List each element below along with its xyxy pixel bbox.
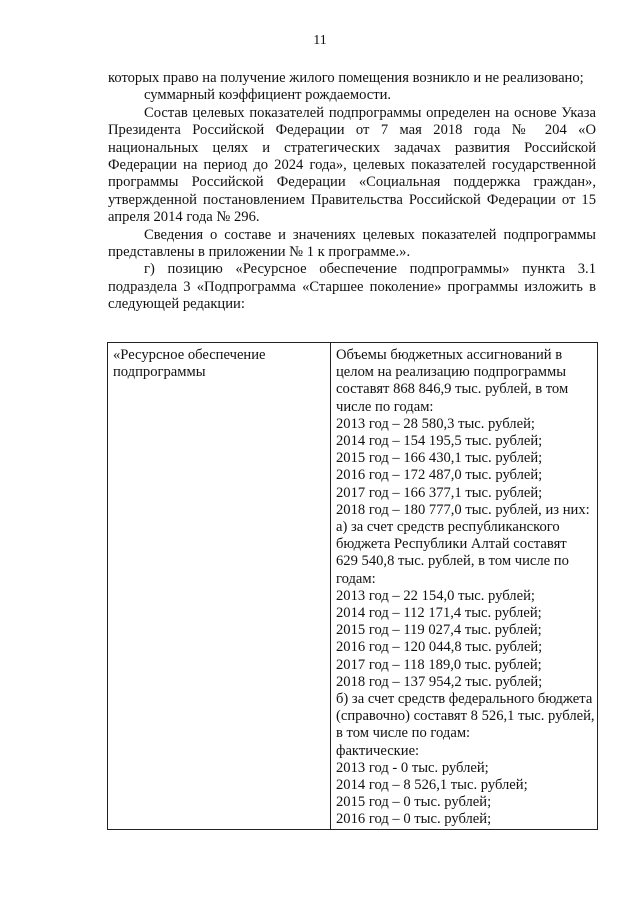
cell-line: «Ресурсное обеспечение (113, 347, 266, 363)
cell-line: в том числе по годам: (336, 725, 471, 742)
paragraph: г) позицию «Ресурсное обеспечение подпрограммы» пункта 3.1 подраздела 3 «Подпрограмма «Старшее поколение» программы изложить в следующей редакции: (108, 261, 596, 313)
cell-line: 2014 год – 112 171,4 тыс. рублей; (336, 605, 542, 622)
cell-line: фактические: (336, 742, 420, 759)
cell-line: 2013 год – 28 580,3 тыс. рублей; (336, 415, 535, 432)
cell-line: Объемы бюджетных ассигнований в (336, 347, 563, 363)
table-row (108, 343, 598, 830)
cell-line: 629 540,8 тыс. рублей, в том числе по (336, 553, 569, 570)
resource-table (107, 342, 598, 830)
cell-line: 2013 год - 0 тыс. рублей; (336, 759, 489, 776)
cell-line: б) за счет средств федерального бюджета (336, 691, 593, 708)
cell-line: 2014 год – 8 526,1 тыс. рублей; (336, 777, 528, 794)
paragraph: которых право на получение жилого помещения возникло и не реализовано; (108, 70, 584, 86)
cell-line: 2017 год – 118 189,0 тыс. рублей; (336, 656, 542, 673)
cell-line: 2016 год – 0 тыс. рублей; (336, 811, 492, 828)
paragraph: Сведения о составе и значениях целевых показателей подпрограммы представлены в приложении № 1 к программе.». (108, 226, 596, 261)
cell-line: бюджета Республики Алтай составят (336, 536, 567, 553)
cell-line: 2017 год – 166 377,1 тыс. рублей; (336, 484, 543, 501)
body-text (108, 70, 596, 314)
cell-line: годам: (336, 570, 376, 587)
cell-line: целом на реализацию подпрограммы (336, 364, 567, 381)
cell-line: составят 868 846,9 тыс. рублей, в том (336, 381, 569, 398)
cell-line: 2015 год – 119 027,4 тыс. рублей; (336, 622, 542, 639)
cell-line: (справочно) составят 8 526,1 тыс. рублей, (336, 708, 595, 725)
cell-line: числе по годам: (336, 398, 434, 415)
cell-line: 2015 год – 0 тыс. рублей; (336, 794, 492, 811)
cell-line: 2014 год – 154 195,5 тыс. рублей; (336, 433, 543, 450)
cell-line: 2018 год – 180 777,0 тыс. рублей, из них: (336, 501, 590, 518)
cell-line: 2016 год – 120 044,8 тыс. рублей; (336, 639, 543, 656)
cell-line: 2016 год – 172 487,0 тыс. рублей; (336, 467, 543, 484)
resource-values-cell (331, 343, 598, 830)
cell-line: 2015 год – 166 430,1 тыс. рублей; (336, 450, 543, 467)
paragraph: Состав целевых показателей подпрограммы определен на основе Указа Президента Российской Федерации от 7 мая 2018 года № 204 «О национальных целях и стратегических задачах развития Российской Федерации на период до 2024 года», целевых показателей государственной программы Российской Федерации «Социальная поддержка граждан», утвержденной постановлением Правительства Российской Федерации от 15 апреля 2014 года № 296. (108, 104, 596, 226)
paragraph: суммарный коэффициент рождаемости. (144, 87, 392, 104)
page-number: 11 (313, 33, 327, 48)
cell-line: 2018 год – 137 954,2 тыс. рублей; (336, 673, 543, 690)
resource-label-cell (108, 343, 331, 830)
cell-line: подпрограммы (113, 364, 206, 381)
cell-line: а) за счет средств республиканского (336, 519, 560, 536)
cell-line: 2013 год – 22 154,0 тыс. рублей; (336, 587, 535, 604)
